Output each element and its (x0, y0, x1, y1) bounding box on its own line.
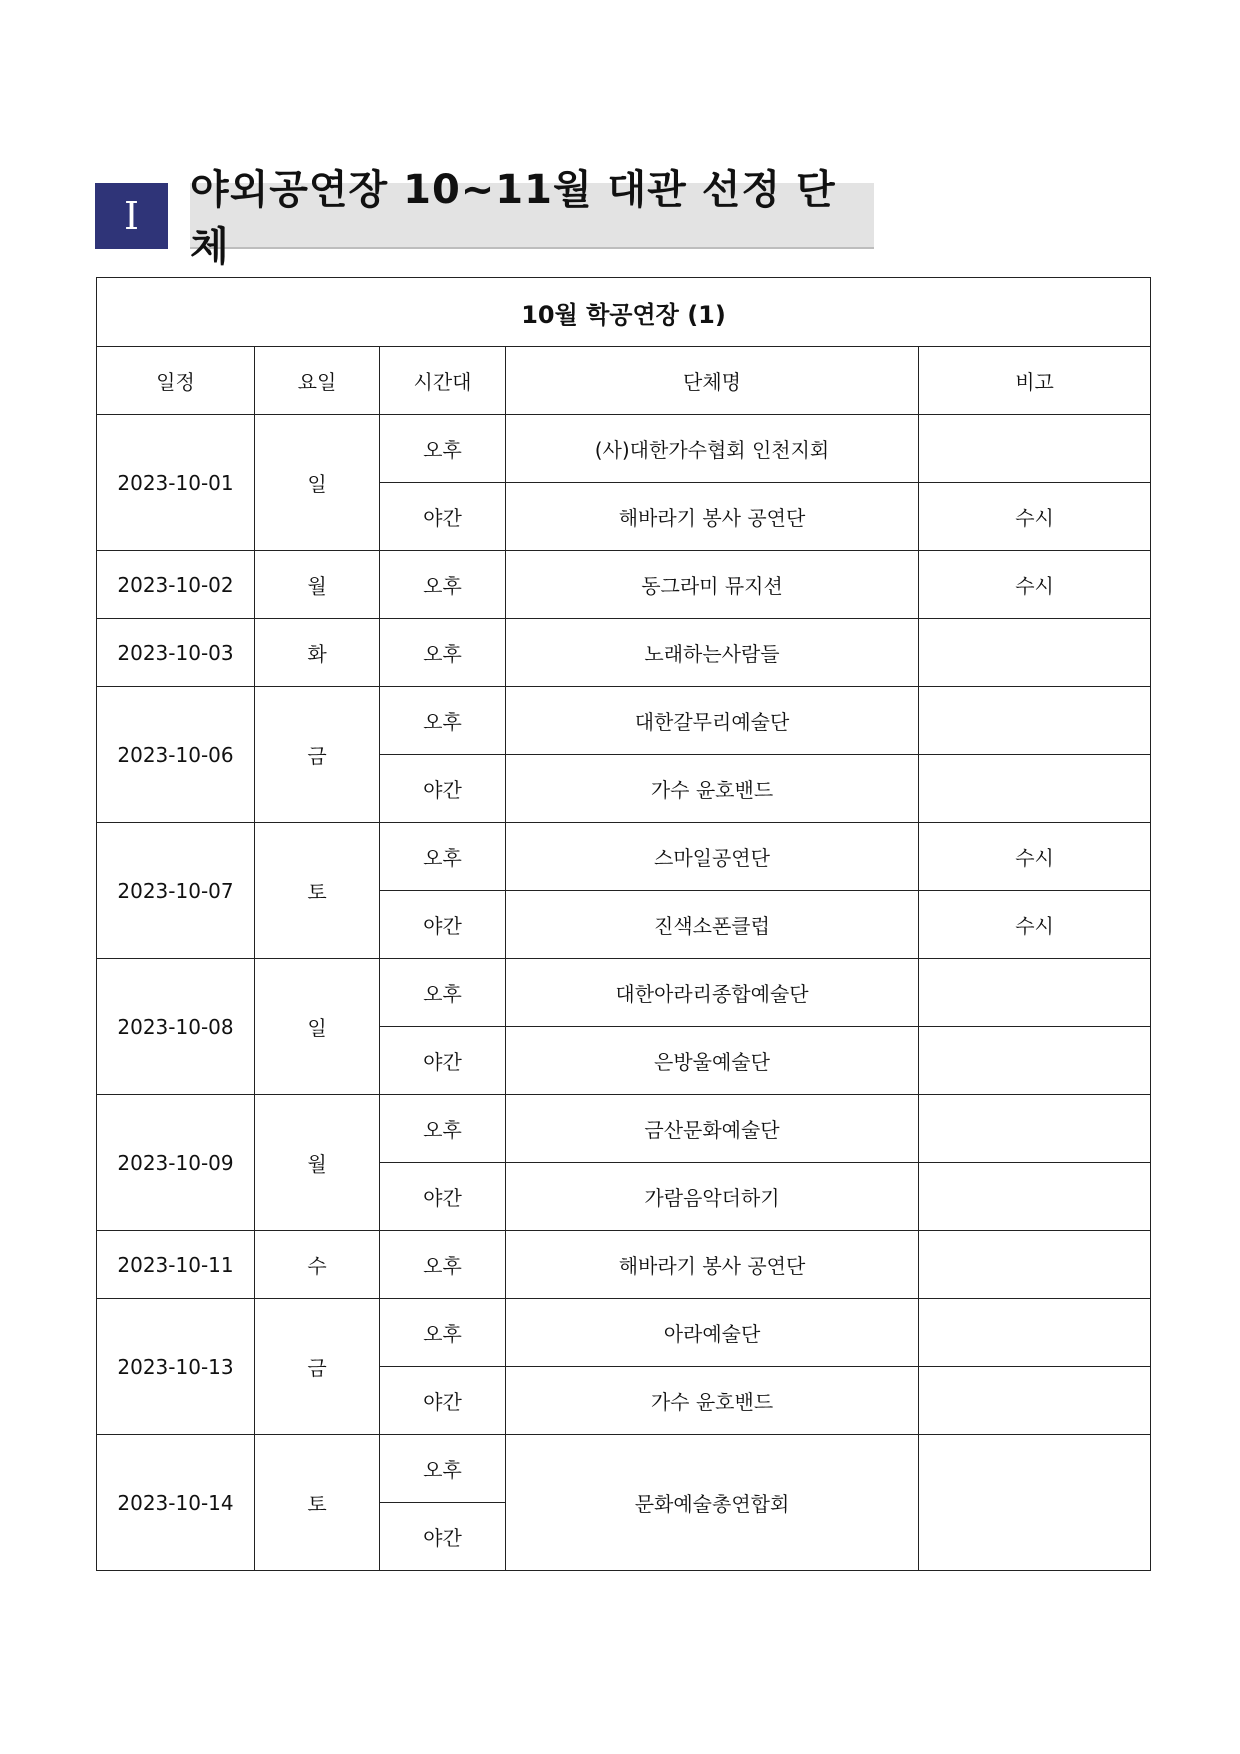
group-cell: 금산문화예술단 (506, 1095, 919, 1163)
group-cell: 동그라미 뮤지션 (506, 551, 919, 619)
time-cell: 오후 (380, 959, 506, 1027)
note-cell (919, 1163, 1151, 1231)
note-cell (919, 1299, 1151, 1367)
time-cell: 오후 (380, 415, 506, 483)
time-cell: 오후 (380, 687, 506, 755)
group-cell: 노래하는사람들 (506, 619, 919, 687)
table-row (97, 415, 1151, 483)
time-cell: 오후 (380, 1231, 506, 1299)
time-cell: 오후 (380, 1299, 506, 1367)
header-note: 비고 (919, 347, 1151, 415)
schedule-table (96, 277, 1151, 1571)
time-cell: 오후 (380, 823, 506, 891)
date-cell: 2023-10-01 (97, 415, 255, 551)
time-cell: 야간 (380, 755, 506, 823)
group-cell: 대한아라리종합예술단 (506, 959, 919, 1027)
day-cell: 금 (255, 687, 380, 823)
note-cell (919, 755, 1151, 823)
header-date: 일정 (97, 347, 255, 415)
time-cell: 오후 (380, 1435, 506, 1503)
date-cell: 2023-10-11 (97, 1231, 255, 1299)
time-cell: 야간 (380, 1367, 506, 1435)
day-cell: 일 (255, 415, 380, 551)
table-row (97, 1435, 1151, 1503)
time-cell: 오후 (380, 1095, 506, 1163)
group-cell: 아라예술단 (506, 1299, 919, 1367)
table-row (97, 1231, 1151, 1299)
note-cell (919, 1027, 1151, 1095)
header-time: 시간대 (380, 347, 506, 415)
group-cell: 해바라기 봉사 공연단 (506, 1231, 919, 1299)
table-row (97, 551, 1151, 619)
day-cell: 금 (255, 1299, 380, 1435)
day-cell: 일 (255, 959, 380, 1095)
date-cell: 2023-10-02 (97, 551, 255, 619)
time-cell: 야간 (380, 1027, 506, 1095)
header-group: 단체명 (506, 347, 919, 415)
day-cell: 월 (255, 551, 380, 619)
group-cell: 스마일공연단 (506, 823, 919, 891)
group-cell: 가수 윤호밴드 (506, 1367, 919, 1435)
date-cell: 2023-10-08 (97, 959, 255, 1095)
note-cell: 수시 (919, 823, 1151, 891)
group-cell: 가수 윤호밴드 (506, 755, 919, 823)
group-cell: 대한갈무리예술단 (506, 687, 919, 755)
note-cell: 수시 (919, 483, 1151, 551)
section-header (95, 167, 875, 270)
note-cell (919, 959, 1151, 1027)
time-cell: 야간 (380, 891, 506, 959)
note-cell (919, 415, 1151, 483)
section-number-badge: I (95, 183, 168, 249)
group-cell: 진색소폰클럽 (506, 891, 919, 959)
table-row (97, 687, 1151, 755)
day-cell: 수 (255, 1231, 380, 1299)
time-cell: 오후 (380, 551, 506, 619)
table-row (97, 959, 1151, 1027)
table-row (97, 1299, 1151, 1367)
date-cell: 2023-10-09 (97, 1095, 255, 1231)
time-cell: 야간 (380, 483, 506, 551)
note-cell: 수시 (919, 891, 1151, 959)
group-cell: 문화예술총연합회 (506, 1435, 919, 1571)
table-row (97, 619, 1151, 687)
time-cell: 야간 (380, 1163, 506, 1231)
note-cell (919, 1231, 1151, 1299)
day-cell: 토 (255, 1435, 380, 1571)
time-cell: 야간 (380, 1503, 506, 1571)
day-cell: 월 (255, 1095, 380, 1231)
note-cell (919, 687, 1151, 755)
group-cell: 해바라기 봉사 공연단 (506, 483, 919, 551)
group-cell: 가람음악더하기 (506, 1163, 919, 1231)
note-cell: 수시 (919, 551, 1151, 619)
table-row (97, 823, 1151, 891)
note-cell (919, 1367, 1151, 1435)
group-cell: (사)대한가수협회 인천지회 (506, 415, 919, 483)
header-day: 요일 (255, 347, 380, 415)
note-cell (919, 1095, 1151, 1163)
time-cell: 오후 (380, 619, 506, 687)
table-row (97, 1095, 1151, 1163)
day-cell: 화 (255, 619, 380, 687)
date-cell: 2023-10-03 (97, 619, 255, 687)
date-cell: 2023-10-06 (97, 687, 255, 823)
date-cell: 2023-10-13 (97, 1299, 255, 1435)
note-cell (919, 619, 1151, 687)
section-title: 야외공연장 10~11월 대관 선정 단체 (190, 183, 874, 249)
day-cell: 토 (255, 823, 380, 959)
group-cell: 은방울예술단 (506, 1027, 919, 1095)
date-cell: 2023-10-07 (97, 823, 255, 959)
table-caption: 10월 학공연장 (1) (97, 278, 1151, 347)
date-cell: 2023-10-14 (97, 1435, 255, 1571)
note-cell (919, 1435, 1151, 1571)
